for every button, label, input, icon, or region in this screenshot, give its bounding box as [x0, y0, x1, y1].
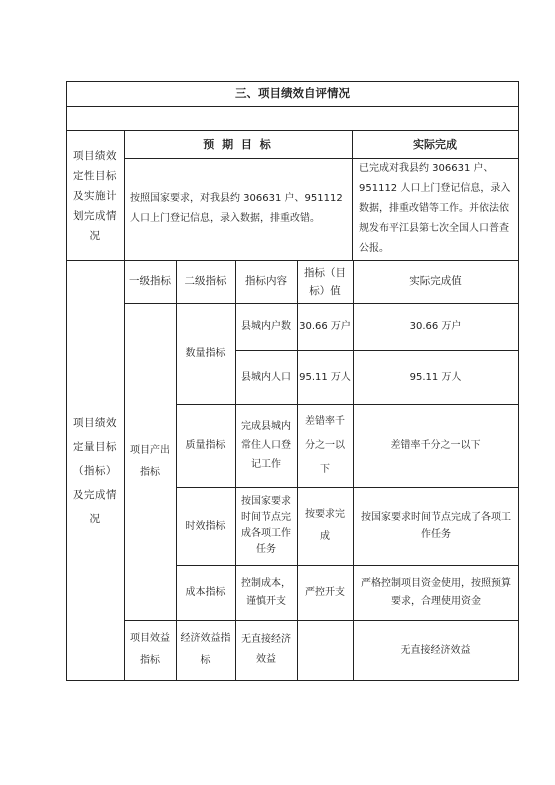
table-cell-actual: 95.11 万人 — [409, 371, 462, 383]
table-cell-content: 无直接经济效益 — [241, 634, 291, 665]
rule — [66, 106, 519, 107]
table-cell-actual: 差错率千分之一以下 — [390, 440, 481, 451]
quantitative-row-label: 项目绩效定量目标（指标）及完成情况 — [73, 416, 117, 525]
quality-indicator: 质量指标 — [185, 440, 226, 451]
table-cell-target: 30.66 万户 — [299, 321, 351, 332]
table-cell-target: 差错率千分之一以下 — [305, 415, 345, 475]
timeliness-indicator: 时效指标 — [185, 520, 226, 532]
table-cell-target — [297, 620, 353, 680]
table-cell-target: 按要求完成 — [305, 509, 345, 542]
rule — [66, 81, 67, 681]
header-target: 指标（目标）值 — [304, 266, 346, 297]
table-cell-content: 完成县城内常住人口登记工作 — [241, 421, 291, 470]
header-actual: 实际完成值 — [409, 275, 462, 287]
expected-target-text: 按照国家要求，对我县约 306631 户、951112 人口上门登记信息，录入数据，排重改错。 — [130, 193, 343, 224]
table-cell-content: 县城内户数 — [241, 321, 291, 332]
expected-target-header: 预 期 目 标 — [203, 137, 273, 151]
table-cell-content: 县城内人口 — [241, 371, 291, 383]
table-cell-actual: 30.66 万户 — [409, 321, 462, 332]
rule — [518, 81, 519, 681]
header-level2: 二级指标 — [184, 275, 227, 287]
header-content: 指标内容 — [245, 275, 287, 287]
quantity-indicator: 数量指标 — [185, 348, 226, 359]
table-cell-content: 控制成本，谨慎开支 — [241, 577, 291, 607]
economic-benefit-indicator: 经济效益指标 — [180, 633, 231, 666]
qualitative-row-label: 项目绩效定性目标及实施计划完成情况 — [73, 149, 117, 242]
header-level1: 一级指标 — [129, 275, 171, 287]
table-cell-actual: 严格控制项目资金使用，按照预算要求，合理使用资金 — [361, 577, 511, 607]
table-cell-actual: 无直接经济效益 — [400, 644, 471, 656]
table-cell-actual: 按国家要求时间节点完成了各项工作任务 — [361, 512, 511, 540]
table-cell-target: 严控开支 — [305, 587, 345, 598]
output-indicator-label: 项目产出指标 — [130, 444, 170, 478]
table-cell-content: 按国家要求时间节点完成各项工作任务 — [241, 496, 291, 555]
rule — [124, 130, 125, 680]
section-title: 三、项目绩效自评情况 — [235, 86, 350, 100]
table-cell-target: 95.11 万人 — [299, 371, 351, 383]
actual-completion-header: 实际完成 — [413, 137, 457, 151]
rule — [66, 680, 519, 681]
cost-indicator: 成本指标 — [185, 587, 226, 598]
actual-completion-text: 已完成对我县约 306631 户、951112 人口上门登记信息，录入数据，排重改错等工作。并依法依规发布平江县第七次全国人口普查公报。 — [359, 163, 511, 254]
benefit-indicator-label: 项目效益指标 — [130, 633, 170, 666]
